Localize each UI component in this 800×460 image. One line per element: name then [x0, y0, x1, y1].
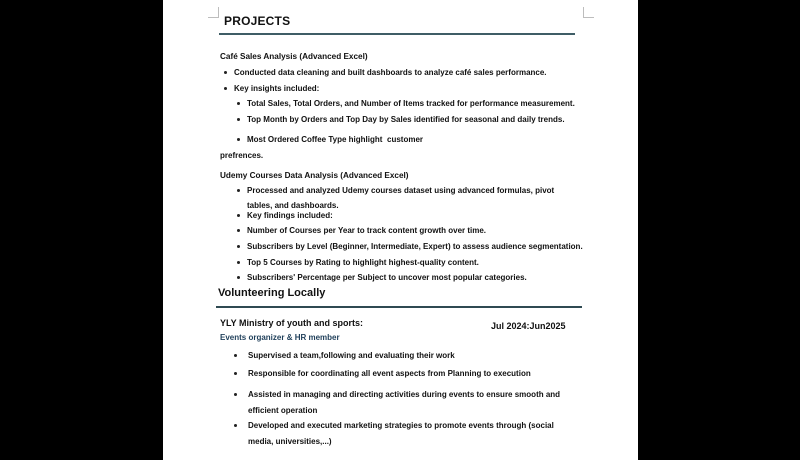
volunteer-bullet-2: Responsible for coordinating all event aspects from Planning to execution	[248, 369, 531, 378]
volunteering-divider	[216, 306, 582, 308]
cafe-sub-bullet-1: Total Sales, Total Orders, and Number of Items tracked for performance measurement.	[247, 99, 575, 108]
projects-heading: PROJECTS	[224, 14, 291, 28]
cafe-sub-bullet-3-cont: customer	[387, 135, 424, 144]
udemy-sub-bullet-2: Subscribers by Level (Beginner, Intermediate, Expert) to assess audience segmentation.	[247, 242, 583, 251]
udemy-bullet-2: Key findings included:	[247, 211, 333, 220]
udemy-project-title: Udemy Courses Data Analysis (Advanced Excel)	[220, 171, 409, 180]
cafe-sub-bullet-3-wrap: prefrences.	[220, 151, 264, 160]
role-title: Events organizer & HR member	[220, 333, 340, 342]
udemy-sub-bullet-4: Subscribers' Percentage per Subject to uncover most popular categories.	[247, 273, 527, 282]
margin-corner-mark-left	[208, 7, 219, 18]
margin-corner-mark-right	[583, 7, 594, 18]
projects-divider	[219, 33, 575, 35]
cafe-bullet-2: Key insights included:	[234, 84, 320, 93]
cafe-bullet-1: Conducted data cleaning and built dashboards to analyze café sales performance.	[234, 68, 547, 77]
volunteer-bullet-4: Developed and executed marketing strategies to promote events through (social	[248, 421, 554, 430]
volunteer-bullet-4-wrap: media, universities,...)	[248, 437, 332, 446]
date-range: Jul 2024:Jun2025	[491, 321, 566, 331]
cafe-project-title: Café Sales Analysis (Advanced Excel)	[220, 52, 368, 61]
udemy-sub-bullet-1: Number of Courses per Year to track content growth over time.	[247, 226, 487, 235]
volunteering-heading: Volunteering Locally	[218, 287, 326, 299]
organization-name: YLY Ministry of youth and sports:	[220, 318, 364, 328]
document-page	[163, 0, 638, 460]
volunteer-bullet-3: Assisted in managing and directing activities during events to ensure smooth and	[248, 390, 561, 399]
cafe-sub-bullet-2: Top Month by Orders and Top Day by Sales identified for seasonal and daily trends.	[247, 115, 565, 124]
cafe-sub-bullet-3: Most Ordered Coffee Type highlight	[247, 135, 383, 144]
udemy-bullet-1-wrap: tables, and dashboards.	[247, 201, 339, 210]
volunteer-bullet-3-wrap: efficient operation	[248, 406, 318, 415]
udemy-bullet-1: Processed and analyzed Udemy courses dataset using advanced formulas, pivot	[247, 186, 555, 195]
volunteer-bullet-1: Supervised a team,following and evaluating their work	[248, 351, 455, 360]
udemy-sub-bullet-3: Top 5 Courses by Rating to highlight highest-quality content.	[247, 258, 479, 267]
